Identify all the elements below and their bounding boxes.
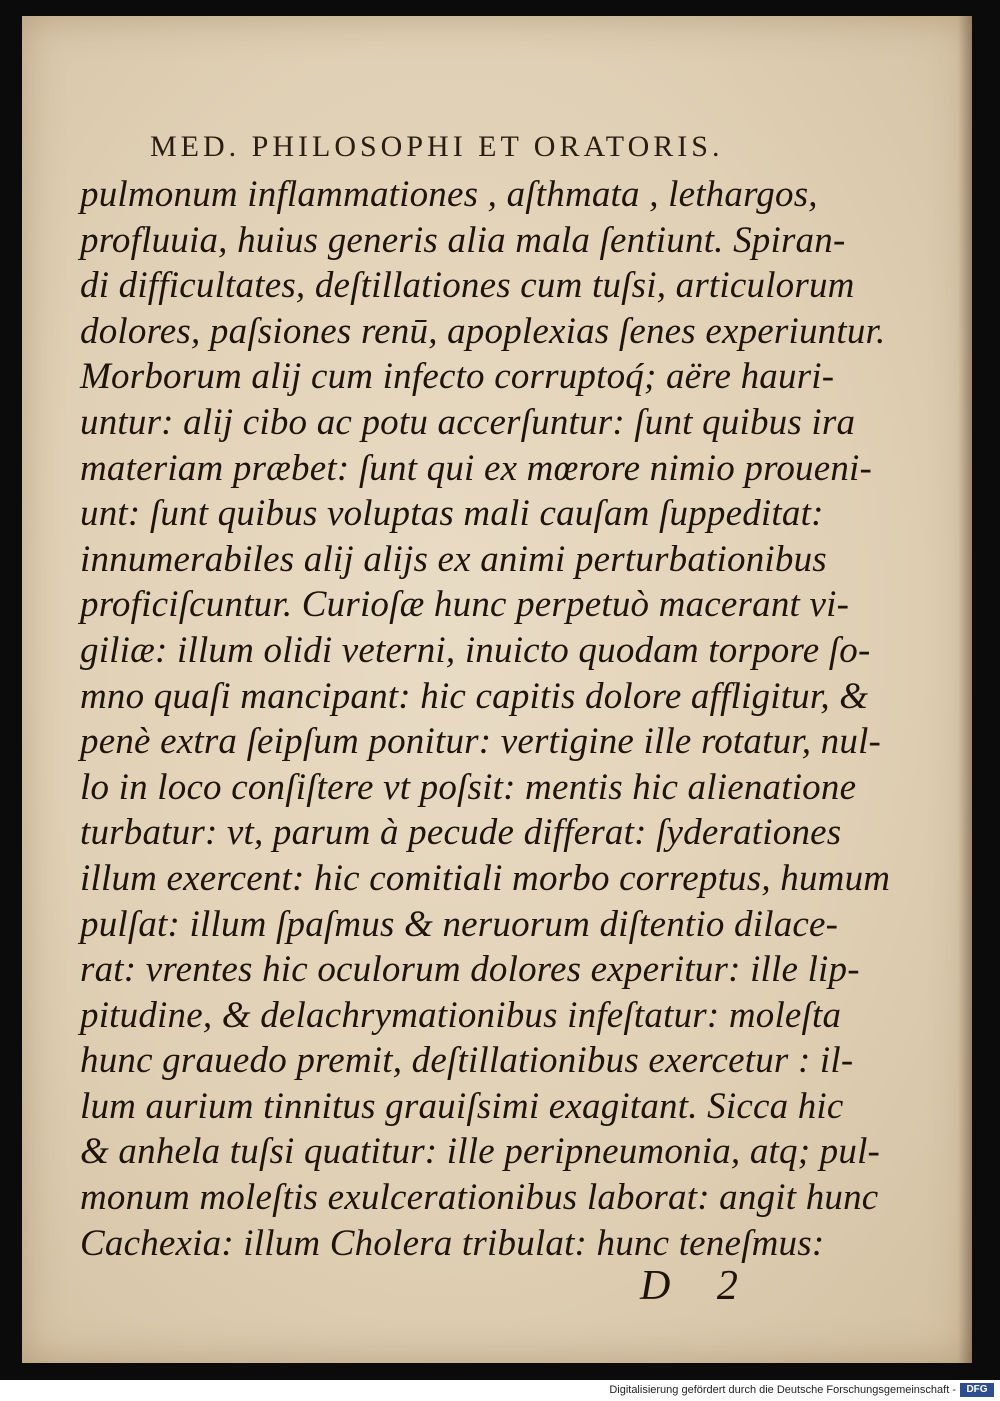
footer-bar: [0, 1380, 1000, 1401]
funding-credit: Digitalisierung gefördert durch die Deutsche Forschungsgemeinschaft -: [609, 1384, 956, 1396]
text-line: di difficultates, deſtillationes cum tuſsi, articulorum: [80, 265, 855, 307]
text-line: proficiſcuntur. Curioſæ hunc perpetuò macerant vi-: [80, 584, 850, 626]
text-line: Cachexia: illum Cholera tribulat: hunc teneſmus:: [80, 1222, 825, 1264]
text-line: untur: alij cibo ac potu accerſuntur: ſunt quibus ira: [80, 401, 856, 443]
text-line: hunc grauedo premit, deſtillationibus exercetur : il-: [80, 1040, 854, 1082]
text-line: materiam præbet: ſunt qui ex mœrore nimio proueni-: [80, 447, 873, 489]
text-line: pitudine, & delachrymationibus infeſtatur: moleſta: [80, 994, 842, 1036]
text-line: unt: ſunt quibus voluptas mali cauſam ſuppeditat:: [80, 493, 824, 535]
text-line: penè extra ſeipſum ponitur: vertigine ille rotatur, nul-: [80, 721, 882, 763]
text-line: giliæ: illum olidi veterni, inuicto quodam torpore ſo-: [80, 629, 871, 671]
text-line: monum moleſtis exulcerationibus laborat: angit hunc: [80, 1177, 879, 1219]
text-line: & anhela tuſsi quatitur: ille peripneumonia, atq; pul-: [80, 1131, 881, 1173]
text-line: lum aurium tinnitus grauiſsimi exagitant. Sicca hic: [80, 1085, 844, 1127]
dfg-logo: DFG: [960, 1383, 994, 1397]
signature-mark: D 2: [640, 1263, 756, 1309]
text-line: Morborum alij cum infecto corruptoq́; aëre hauri-: [80, 356, 835, 398]
text-line: lo in loco conſiſtere vt poſsit: mentis hic alienatione: [80, 766, 857, 808]
text-line: turbatur: vt, parum à pecude differat: ſyderationes: [80, 812, 842, 854]
text-line: dolores, paſsiones renū, apoplexias ſenes experiuntur.: [80, 310, 886, 352]
running-head: MED. PHILOSOPHI ET ORATORIS.: [150, 130, 724, 163]
text-line: mno quaſi mancipant: hic capitis dolore affligitur, &: [80, 675, 869, 717]
text-line: rat: vrentes hic oculorum dolores experitur: ille lip-: [80, 949, 860, 991]
body-text: [80, 172, 891, 1266]
text-line: innumerabiles alij alijs ex animi perturbationibus: [80, 538, 827, 580]
page-edge-shadow: [958, 16, 972, 1363]
text-line: illum exercent: hic comitiali morbo correptus, humum: [80, 857, 891, 899]
text-line: pulmonum inflammationes , aſthmata , lethargos,: [80, 174, 818, 215]
text-line: pulſat: illum ſpaſmus & neruorum diſtentio dilace-: [80, 903, 839, 945]
text-line: profluuia, huius generis alia mala ſentiunt. Spiran-: [80, 219, 846, 261]
